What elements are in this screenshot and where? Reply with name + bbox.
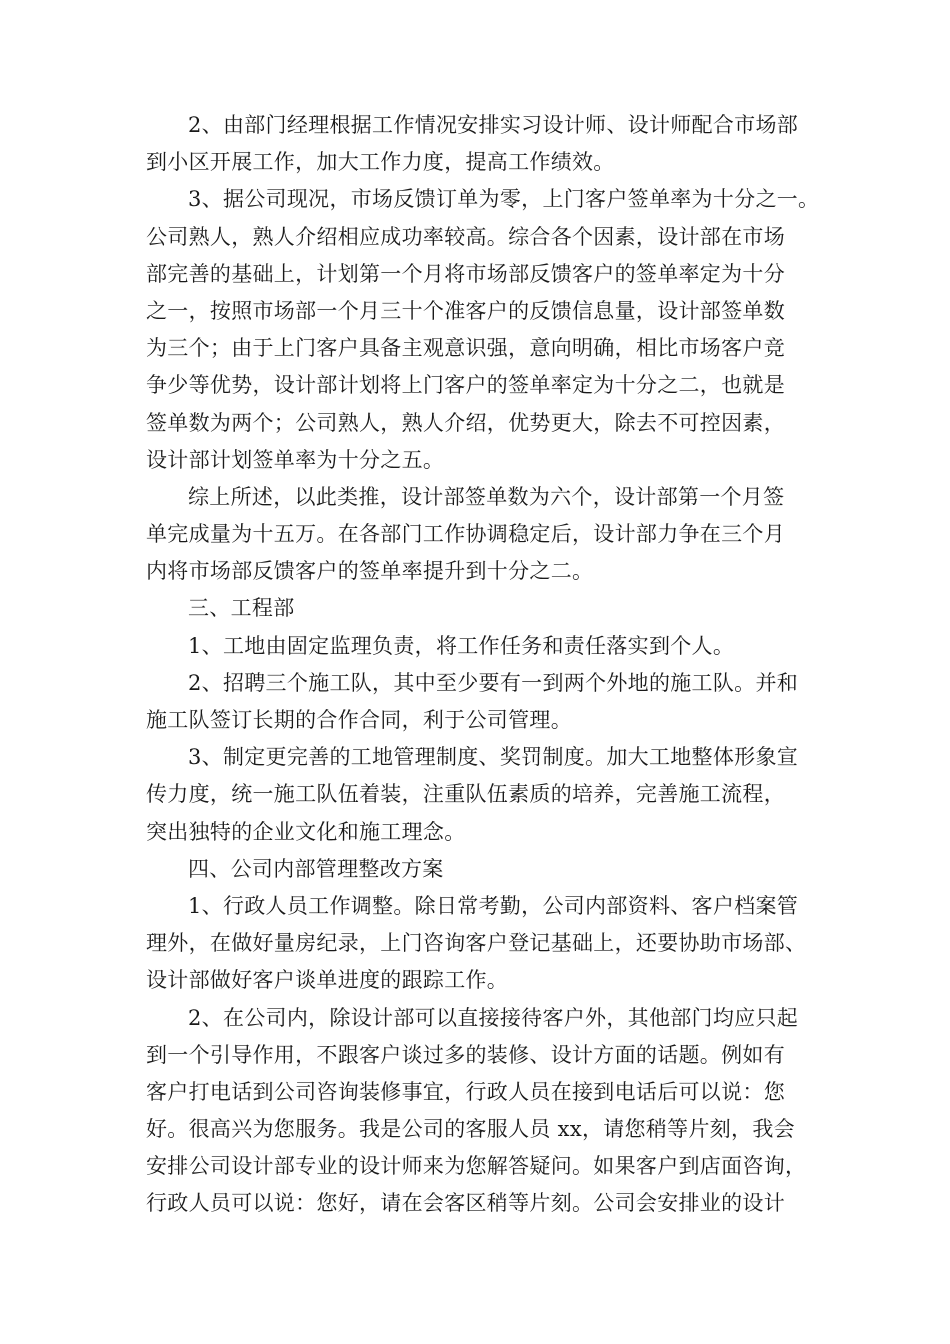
text-line: 设计部计划签单率为十分之五。 (146, 447, 445, 472)
paragraph-summary (146, 479, 822, 591)
text-line: 争少等优势，设计部计划将上门客户的签单率定为十分之二，也就是 (146, 373, 785, 398)
text-line: 2、由部门经理根据工作情况安排实习设计师、设计师配合市场部 (188, 113, 799, 137)
text-line: 理外，在做好量房纪录，上门咨询客户登记基础上，还要协助市场部、 (146, 931, 807, 956)
text-line: 公司熟人，熟人介绍相应成功率较高。综合各个因素，设计部在市场 (146, 224, 785, 249)
text-line: 突出独特的企业文化和施工理念。 (146, 819, 466, 844)
text-line: 之一，按照市场部一个月三十个准客户的反馈信息量，设计部签单数 (146, 298, 785, 323)
paragraph-engineering-item-3 (146, 739, 822, 851)
text-line: 设计部做好客户谈单进度的跟踪工作。 (146, 968, 509, 993)
text-line: 传力度，统一施工队伍着装，注重队伍素质的培养，完善施工流程， (146, 782, 785, 807)
text-line: 好。很高兴为您服务。我是公司的客服人员 xx，请您稍等片刻，我会 (146, 1117, 795, 1142)
paragraph-engineering-item-1 (146, 628, 822, 665)
section-heading-internal-management (146, 851, 822, 888)
text-line: 综上所述，以此类推，设计部签单数为六个，设计部第一个月签 (188, 484, 785, 509)
paragraph-management-item-2 (146, 1000, 822, 1223)
text-line: 2、招聘三个施工队，其中至少要有一到两个外地的施工队。并和 (188, 670, 799, 695)
text-line: 为三个；由于上门客户具备主观意识强，意向明确，相比市场客户竞 (146, 336, 785, 361)
section-heading-engineering (146, 590, 822, 627)
text-line: 到小区开展工作，加大工作力度，提高工作绩效。 (146, 150, 615, 175)
text-line: 行政人员可以说：您好，请在会客区稍等片刻。公司会安排业的设计 (146, 1191, 785, 1216)
section-heading: 四、公司内部管理整改方案 (188, 856, 444, 881)
text-line: 3、制定更完善的工地管理制度、奖罚制度。加大工地整体形象宣 (188, 745, 799, 770)
text-line: 1、行政人员工作调整。除日常考勤，公司内部资料、客户档案管 (188, 893, 799, 918)
document-body (146, 107, 822, 1223)
text-line: 单完成量为十五万。在各部门工作协调稳定后，设计部力争在三个月 (146, 522, 785, 547)
paragraph-management-item-1 (146, 888, 822, 1000)
text-line: 客户打电话到公司咨询装修事宜，行政人员在接到电话后可以说：您 (146, 1079, 785, 1104)
paragraph-design-dept-item-2 (146, 107, 822, 181)
text-line: 到一个引导作用，不跟客户谈过多的装修、设计方面的话题。例如有 (146, 1042, 785, 1067)
text-line: 安排公司设计部专业的设计师来为您解答疑问。如果客户到店面咨询， (146, 1154, 807, 1179)
paragraph-engineering-item-2 (146, 665, 822, 739)
text-line: 1、工地由固定监理负责，将工作任务和责任落实到个人。 (188, 633, 735, 658)
text-line: 2、在公司内，除设计部可以直接接待客户外，其他部门均应只起 (188, 1005, 799, 1030)
paragraph-design-dept-item-3 (146, 181, 822, 479)
text-line: 内将市场部反馈客户的签单率提升到十分之二。 (146, 559, 594, 584)
text-line: 施工队签订长期的合作合同，利于公司管理。 (146, 708, 572, 732)
text-line: 部完善的基础上，计划第一个月将市场部反馈客户的签单率定为十分 (146, 261, 785, 286)
section-heading: 三、工程部 (188, 596, 295, 621)
text-line: 3、据公司现况，市场反馈订单为零，上门客户签单率为十分之一。 (188, 187, 820, 212)
text-line: 签单数为两个；公司熟人，熟人介绍，优势更大，除去不可控因素， (146, 410, 785, 435)
